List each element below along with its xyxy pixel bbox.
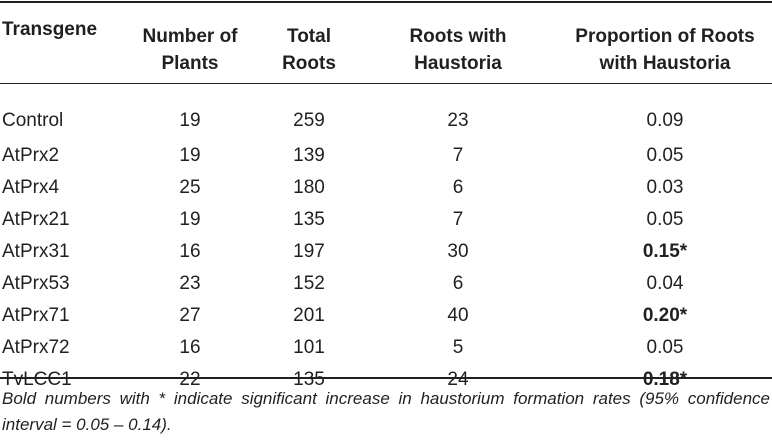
table-row [0,332,772,364]
header-roots-with-haustoria: Roots with Haustoria [409,25,507,74]
cell-roots-with-haustoria: 24 [447,369,469,390]
cell-transgene: AtPrx31 [2,241,70,262]
cell-number-of-plants: 25 [179,177,201,198]
table-footnote: Bold numbers with * indicate significant increase in haustorium formation rates (95% confidence interval = 0.05 – 0.14). [2,389,770,434]
cell-total-roots: 135 [293,209,325,230]
cell-roots-with-haustoria: 30 [447,241,469,262]
cell-roots-with-haustoria: 6 [452,177,464,198]
cell-total-roots: 135 [293,369,325,390]
cell-roots-with-haustoria: 6 [452,273,464,294]
cell-total-roots: 152 [293,273,325,294]
cell-roots-with-haustoria: 40 [447,305,469,326]
cell-number-of-plants: 19 [179,110,201,131]
table-header [0,3,772,96]
table-row [0,172,772,204]
cell-number-of-plants: 27 [179,305,201,326]
header-proportion: Proportion of Roots with Haustoria [575,25,755,74]
table-row [0,96,772,140]
haustoria-table [0,3,772,396]
table-row [0,268,772,300]
cell-roots-with-haustoria: 23 [447,110,469,131]
cell-total-roots: 197 [293,241,325,262]
cell-proportion: 0.05 [646,145,684,166]
cell-transgene: AtPrx72 [2,337,70,358]
cell-proportion: 0.05 [646,209,684,230]
cell-number-of-plants: 19 [179,209,201,230]
table-row [0,140,772,172]
header-row [0,3,772,96]
cell-roots-with-haustoria: 7 [452,145,464,166]
cell-number-of-plants: 22 [179,369,201,390]
cell-proportion: 0.15* [642,241,688,262]
table-row [0,300,772,332]
cell-roots-with-haustoria: 5 [452,337,464,358]
cell-transgene: AtPrx21 [2,209,70,230]
table-row [0,236,772,268]
cell-number-of-plants: 16 [179,241,201,262]
cell-number-of-plants: 23 [179,273,201,294]
header-transgene: Transgene [2,19,98,40]
cell-total-roots: 259 [293,110,325,131]
cell-proportion: 0.20* [642,305,688,326]
cell-total-roots: 201 [293,305,325,326]
cell-roots-with-haustoria: 7 [452,209,464,230]
cell-transgene: AtPrx2 [2,145,60,166]
cell-number-of-plants: 19 [179,145,201,166]
cell-proportion: 0.05 [646,337,684,358]
cell-total-roots: 139 [293,145,325,166]
table-row [0,204,772,236]
cell-proportion: 0.03 [646,177,684,198]
cell-proportion: 0.09 [646,110,684,131]
cell-proportion: 0.04 [646,273,684,294]
cell-transgene: AtPrx4 [2,177,60,198]
cell-total-roots: 180 [293,177,325,198]
cell-transgene: TvLCC1 [2,369,72,390]
cell-proportion: 0.18* [642,369,688,390]
table-body [0,96,772,396]
cell-number-of-plants: 16 [179,337,201,358]
header-number-of-plants: Number of Plants [142,25,238,74]
cell-transgene: AtPrx53 [2,273,70,294]
header-total-roots: Total Roots [282,25,336,74]
cell-transgene: AtPrx71 [2,305,70,326]
cell-total-roots: 101 [293,337,325,358]
cell-transgene: Control [2,110,64,131]
